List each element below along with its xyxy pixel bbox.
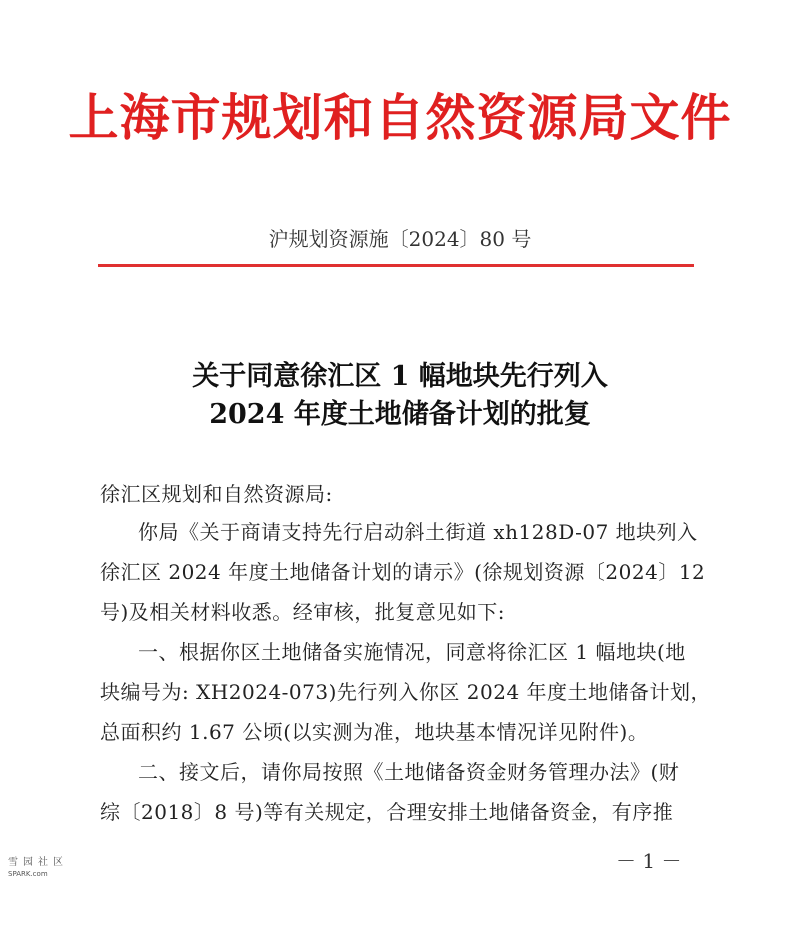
watermark-chinese-text: 雪园社区: [8, 857, 68, 868]
body-line: 徐汇区 2024 年度土地储备计划的请示》(徐规划资源〔2024〕12: [100, 560, 706, 584]
title-line-2: 2024 年度土地储备计划的批复: [209, 399, 591, 430]
body-line: 二、接文后，请你局按照《土地储备资金财务管理办法》(财: [138, 760, 680, 784]
body-line: 块编号为: XH2024-073)先行列入你区 2024 年度土地储备计划，: [100, 680, 712, 704]
watermark-domain-text: SPARK.com: [8, 870, 48, 878]
body-line: 一、根据你区土地储备实施情况，同意将徐汇区 1 幅地块(地: [138, 640, 686, 664]
watermark-logo: [8, 856, 72, 884]
body-line: 你局《关于商请支持先行启动斜土街道 xh128D-07 地块列入: [138, 520, 698, 544]
body-line: 综〔2018〕8 号)等有关规定，合理安排土地储备资金，有序推: [100, 800, 674, 824]
addressee: 徐汇区规划和自然资源局:: [100, 482, 333, 506]
issuing-authority-title: 上海市规划和自然资源局文件: [68, 88, 732, 147]
document-number: 沪规划资源施〔2024〕80 号: [268, 227, 532, 251]
page-number: － 1 －: [616, 849, 682, 873]
body-line: 号)及相关材料收悉。经审核，批复意见如下:: [100, 600, 506, 624]
title-line-1: 关于同意徐汇区 1 幅地块先行列入: [192, 361, 608, 392]
header-red-rule: [98, 264, 694, 267]
body-line: 总面积约 1.67 公顷(以实测为准，地块基本情况详见附件)。: [100, 720, 649, 744]
